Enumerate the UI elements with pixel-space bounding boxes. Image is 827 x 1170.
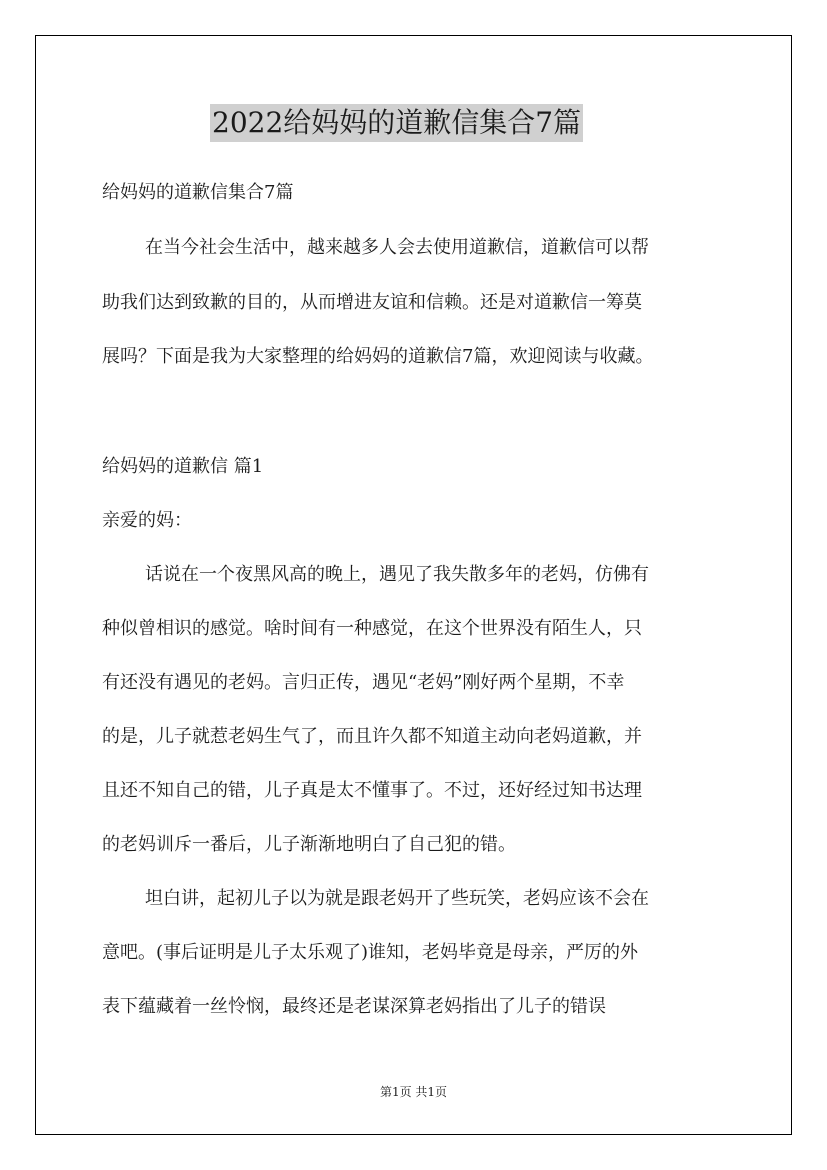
paragraph2-line-3: 表下蕴藏着一丝怜悯，最终还是老谋深算老妈指出了儿子的错误 [102,996,606,1017]
paragraph2-line-1: 坦白讲，起初儿子以为就是跟老妈开了些玩笑，老妈应该不会在 [145,888,649,909]
paragraph2-line-2: 意吧。(事后证明是儿子太乐观了)谁知，老妈毕竟是母亲，严厉的外 [102,942,639,963]
intro-line-2: 助我们达到致歉的目的，从而增进友谊和信赖。还是对道歉信一筹莫 [102,292,642,313]
intro-line-1: 在当今社会生活中，越来越多人会去使用道歉信，道歉信可以帮 [145,237,649,258]
page-footer: 第1页 共1页 [379,1085,448,1099]
document-title: 2022给妈妈的道歉信集合7篇 [210,104,583,142]
section-heading: 给妈妈的道歉信 篇1 [102,456,264,477]
paragraph1-line-5: 且还不知自己的错，儿子真是太不懂事了。不过，还好经过知书达理 [102,780,642,801]
document-subtitle: 给妈妈的道歉信集合7篇 [102,182,294,203]
paragraph1-line-4: 的是，儿子就惹老妈生气了，而且许久都不知道主动向老妈道歉，并 [102,726,642,747]
intro-line-3: 展吗？下面是我为大家整理的给妈妈的道歉信7篇，欢迎阅读与收藏。 [102,346,654,367]
paragraph1-line-2: 种似曾相识的感觉。啥时间有一种感觉，在这个世界没有陌生人，只 [102,618,642,639]
paragraph1-line-1: 话说在一个夜黑风高的晚上，遇见了我失散多年的老妈，仿佛有 [145,564,649,585]
salutation: 亲爱的妈： [102,510,192,531]
paragraph1-line-3: 有还没有遇见的老妈。言归正传，遇见“老妈”刚好两个星期，不幸 [102,672,625,693]
paragraph1-line-6: 的老妈训斥一番后，儿子渐渐地明白了自己犯的错。 [102,834,516,855]
